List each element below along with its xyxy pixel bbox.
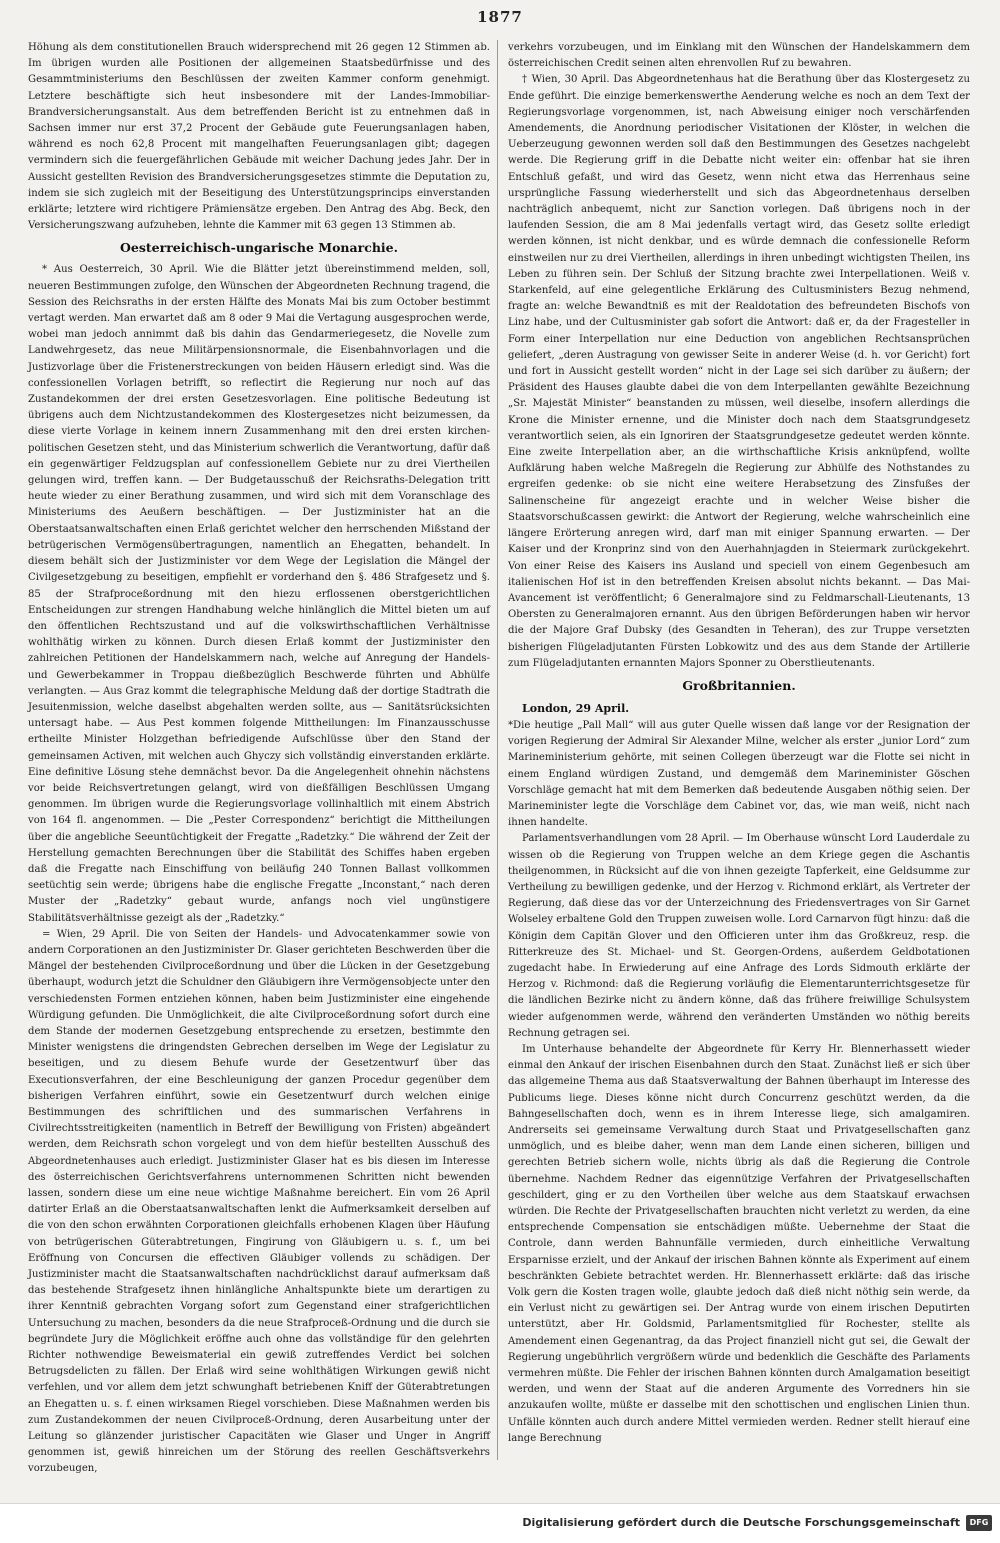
- article-paragraph: Parlamentsverhandlungen vom 28 April. — Im Oberhause wünscht Lord Lauderdale zu wissen ob die Regierung von Truppen welche an dem Kriege gegen die Aschantis theilgenommen, in Rücksicht auf die von ihnen gezeigte Tapferkeit, eine Geldsumme zur Vertheilung zu bewilligen gedenke, und der Herzog v. Richmond erklärt, als Vertreter der Regierung, daß diese das vor der Unterzeichnung des Friedensvertrages von Sir Garnet Wolseley erbaltene Gold den Truppen zuweisen wolle. Lord Carnarvon fügt hinzu: daß die Königin dem Capitän Glover und den Officieren unter ihm das Großkreuz, resp. die Ritterkreuze des St. Michael- und St. Georgen-Ordens, außerdem Geldbotationen zugedacht habe. In Erwiederung auf eine Anfrage des Lords Sidmouth erklärte der Herzog v. Richmond: daß die Regierung vorläufig die Elementarunterrichtsgesetze für die ländlichen Bezirke nicht zu ändern könne, daß das frühere freiwillige Schulsystem wieder aufgenommen werde, während den veränderten Umständen wo nöthig bereits Rechnung getragen sei.: [508, 833, 970, 1039]
- article-paragraph: *Die heutige „Pall Mall“ will aus guter Quelle wissen daß lange vor der Resignation der vorigen Regierung der Admiral Sir Alexander Milne, welcher als erster „junior Lord“ zum Marineministerium gehörte, mit seinen Collegen überzeugt war die Flotte sei nicht in einem England würdigen Zustand, und demgemäß dem Marineminister Göschen Vorschläge gemacht hat mit dem Bemerken daß bedeutende Ausgaben nöthig seien. Der Marineminister legte die Vorschläge dem Cabinet vor, das, wie man weiß, nicht nach ihnen handelte.: [508, 719, 970, 829]
- section-heading: Oesterreichisch-ungarische Monarchie.: [120, 240, 398, 256]
- article-paragraph: Höhung als dem constitutionellen Brauch widersprechend mit 26 gegen 12 Stimmen ab. Im übrigen wurden alle Positionen der allgemeinen Staatsbedürfnisse und des Gesammtministeriums den Beschlüssen der zweiten Kammer conform genehmigt. Letztere beschäftigte sich heut insbesondere mit der Landes-Immobiliar-Brandversicherungsanstalt. Aus dem betreffenden Bericht ist zu entnehmen daß in Sachsen immer nur erst 37,2 Procent der Gebäude gute Feuerungsanlagen haben, während es noch 62,8 Procent mit mangelhaften Feuerungsanlagen gibt; dagegen vermindern sich die feuergefährlichen Gebäude mit weicher Dachung jedes Jahr. Der in Aussicht gestellten Revision des Brandversicherungsgesetzes stimmte die Deputation zu, indem sie sich zugleich mit der Beseitigung des Unterstützungsprincips einverstanden erklärte; letztere wird richtigere Prämiensätze ergeben. Den Antrag des Abg. Beck, den Versicherungszwang aufzuheben, lehnte die Kammer mit 63 gegen 13 Stimmen ab.: [28, 42, 490, 232]
- section-heading: Großbritannien.: [682, 677, 796, 693]
- right-column: [508, 40, 970, 1465]
- digitization-footer: [0, 1503, 1000, 1543]
- page-number: 1877: [477, 8, 523, 26]
- dateline: London, 29 April.: [522, 701, 630, 715]
- article-paragraph: * Aus Oesterreich, 30 April. Wie die Blätter jetzt übereinstimmend melden, soll, neueren Bestimmungen zufolge, den Wünschen der Abgeordneten Rechnung tragend, die Session des Reichsraths in der ersten Hälfte des Monats Mai bis zum October bestimmt vertagt werden. Man erwartet daß am 8 oder 9 Mai die Vertagung ausgesprochen werde, wobei man jedoch annimmt daß bis dahin das Gendarmeriegesetz, die Novelle zum Landwehrgesetz, das neue Militärpensionsnormale, die Eisenbahnvorlagen und die Justizvorlage über die Fristenerstreckungen von beiden Häusern erledigt sind. Was die confessionellen Vorlagen betrifft, so reflectirt die Regierung nur noch auf das Zustandekommen der drei ersten Gesetzesvorlagen. Eine politische Bedeutung ist übrigens auch dem Nichtzustandekommen des Klostergesetzes nicht beizumessen, da diese vierte Vorlage in keinem innern Zusammenhang mit den drei ersten kirchen-politischen Gesetzen steht, und das Ministerium schwerlich die Verantwortung, dafür daß ein gegenwärtiger Feldzugsplan auf confessionellem Gebiete nur zu drei Viertheilen gelungen wird, treffen kann. — Der Budgetausschuß der Reichsraths-Delegation tritt heute wieder zu einer Berathung zusammen, und wird sich mit dem Voranschlage des Ministeriums des Aeußern beschäftigen. — Der Justizminister hat an die Oberstaatsanwaltschaften einen Erlaß gerichtet welcher den herrschenden Mißstand der betrügerischen Vermögensübertragungen, namentlich an Ehegatten, behandelt. In diesem behält sich der Justizminister vor dem Wege der Legislation die Mängel der Civilgesetzgebung zu beseitigen, empfiehlt er vorderhand den §. 486 Strafgesetz und §. 85 der Strafproceßordnung mit den hiezu erflossenen oberstgerichtlichen Entscheidungen zur strengen Handhabung welche hinlänglich die Mittel bieten um auf den öffentlichen Rechtszustand und auf die volkswirthschaftlichen Verhältnisse wohlthätig wirken zu können. Durch diesen Erlaß kommt der Justizminister den zahlreichen Petitionen der Handelskammern nach, welche auf Anregung der Handels- und Gewerbekammer in Troppau dießbezüglich Beschwerde führten und Abhülfe verlangten. — Aus Graz kommt die telegraphische Meldung daß der dortige Stadtrath die Jesuitenmission, welche daselbst abgehalten werden sollte, aus — Sanitätsrücksichten untersagt habe. — Aus Pest kommen folgende Mittheilungen: Im Finanzausschusse ertheilte Minister Holzgethan befriedigende Aufschlüsse über den Stand der gemeinsamen Activen, mit welchen auch Ghyczy sich vollständig einverstanden erklärte. Eine definitive Lösung stehe demnächst bevor. Da die Angelegenheit ohnehin nächstens vor beide Reichsvertretungen gelangt, wird von dießfälligen Beschlüssen Umgang genommen. Im übrigen wurde die Regierungsvorlage vollinhaltlich mit einem Abstrich von 164 fl. angenommen. — Die „Pester Correspondenz“ berichtigt die Mittheilungen über die angebliche Seeuntüchtigkeit der Fregatte „Radetzky.“ Die während der Zeit der Herstellung gemachten Berechnungen über die Stabilität des Schiffes haben ergeben daß die Fregatte nach Einschiffung von beiläufig 240 Tonnen Ballast vollkommen seetüchtig sein werde; übrigens habe die englische Fregatte „Inconstant,“ nach deren Muster der „Radetzky“ gebaut wurde, anfangs noch viel ungünstigere Stabilitätsverhältnisse gezeigt als der „Radetzky.“: [28, 264, 490, 924]
- dfg-logo-icon: DFG: [966, 1515, 992, 1531]
- article-paragraph: † Wien, 30 April. Das Abgeordnetenhaus hat die Berathung über das Klostergesetz zu Ende geführt. Die einzige bemerkenswerthe Aenderung welche es noch an dem Text der Regierungsvorlage vorgenommen, ist, nach Abweisung einiger noch verschärfenden Amendements, die Anordnung periodischer Visitationen der Klöster, in welchen die Ueberzeugung gewonnen werden soll daß den Bestimmungen des Gesetzes nachgelebt werde. Die Regierung griff in die Debatte nicht weiter ein: offenbar hat sie ihren Entschluß gefaßt, und wird das Gesetz, wenn nicht etwa das Herrenhaus seine ursprüngliche Fassung wiederherstellt und sich das Abgeordnetenhaus derselben nachträglich anbequemt, nicht zur Sanction vorlegen. Daß übrigens noch in der laufenden Session, die am 8 Mai jedenfalls vertagt wird, das Gesetz sollte erledigt werden können, ist nicht denkbar, und es würde demnach die confessionelle Reform einstweilen nur zu drei Viertheilen, allerdings in ihren unbedingt wichtigsten Theilen, ins Leben zu führen sein. Der Schluß der Sitzung brachte zwei Interpellationen. Weiß v. Starkenfeld, auf eine gelegentliche Erklärung des Cultusministers Bezug nehmend, fragte an: welche Bewandtniß es mit der Realdotation des befreundeten Bischofs von Linz habe, und der Cultusminister gab sofort die Antwort: daß er, da der Fragesteller in Form einer Interpellation nur eine Deduction von angeblichen Rechtsansprüchen geliefert, „deren Austragung von gewisser Seite in anderer Weise (d. h. vor Gericht) fort und fort in Aussicht gestellt worden“ nicht in der Lage sei sich darüber zu äußern; der Präsident des Hauses glaubte dabei die von dem Interpellanten gewählte Bezeichnung „Sr. Majestät Minister“ beanstanden zu müssen, weil dieselbe, insofern allerdings die Krone die Minister ernenne, und die Minister doch nach dem Staatsgrundgesetz verantwortlich seien, als ein Ignoriren der Staatsgrundgesetze gedeutet werden könnte. Eine zweite Interpellation aber, an die wirthschaftliche Krisis anknüpfend, wollte Aufklärung haben welche Maßregeln die Regierung zur Abhülfe des Nothstandes zu ergreifen gedenke: ob sie nicht eine weitere Herabsetzung des Zinsfußes der Salinenscheine für angezeigt erachte und in welcher Weise bisher die Staatsvorschußcassen gewirkt: die Antwort der Regierung, welche wahrscheinlich eine längere Erörterung anregen wird, darf man mit einiger Spannung erwarten. — Der Kaiser und der Kronprinz sind von den Auerhahnjagden in Steiermark zurückgekehrt. Von einer Reise des Kaisers ins Ausland und speciell von einem Gegenbesuch am italienischen Hof ist in den betreffenden Kreisen absolut nichts bekannt. — Das Mai-Avancement ist veröffentlicht; 6 Generalmajore sind zu Feldmarschall-Lieutenants, 13 Obersten zu Generalmajoren ernannt. Aus den übrigen Beförderungen haben wir hervor die der Majore Graf Dubsky (des Gesandten in Teheran), des zur Truppe versetzten bisherigen Flügeladjutanten Fürsten Lobkowitz und des aus dem Stande der Artillerie zum Flügeladjutanten ernannten Majors Sponner zu Oberstlieutenants.: [508, 74, 970, 669]
- article-paragraph: Im Unterhause behandelte der Abgeordnete für Kerry Hr. Blennerhassett wieder einmal den Ankauf der irischen Eisenbahnen durch den Staat. Zunächst ließ er sich über das allgemeine Thema aus daß Staatsverwaltung der Bahnen überhaupt im Interesse des Publicums liege. Dieses könne nicht durch Concurrenz geschützt werden, da die Bahngesellschaften doch, wenn es in ihrem Interesse liege, sich amalgamiren. Andrerseits sei gemeinsame Verwaltung durch Staat und Privatgesellschaften ganz unmöglich, und es bleibe daher, wenn man dem Lande einen sicheren, billigen und gerechten Betrieb sichern wolle, nichts übrig als daß die Regierung die Controle übernehme. Nachdem Redner das eigennützige Verfahren der Privatgesellschaften geschildert, ging er zu den Vortheilen über welche aus dem Staatskauf erwachsen würden. Die Rechte der Privatgesellschaften brauchten nicht verletzt zu werden, da eine entsprechende Compensation sie entschädigen müßte. Uebernehme der Staat die Controle, dann werden Bahnunfälle vermieden, durch einheitliche Verwaltung Ersparnisse erzielt, und der Ankauf der irischen Bahnen könnte als Experiment auf einem beschränkten Gebiete betrachtet werden. Hr. Blennerhassett erklärte: daß das irische Volk gern die Kosten tragen wolle, glaubte jedoch daß dieß nicht nöthig sein werde, da ein Verlust nicht zu gewärtigen sei. Der Antrag wurde von einem irischen Deputirten unterstützt, aber Hr. Goldsmid, Parlamentsmitglied für Rochester, stellte als Amendement einen Gegenantrag, da das Project finanziell nicht gut sei, die Gewalt der Regierung ungebührlich vergrößern würde und bedenklich die Geschäfte des Parlaments vermehren müßte. Die Fehler der irischen Bahnen könnten durch Amalgamation beseitigt werden, und wenn der Staat auf die anderen Argumente des Vorredners hin sie anzukaufen wollte, müßte er dasselbe mit den schottischen und englischen Linien thun. Unfälle könnten auch durch andere Mittel vermieden werden. Redner stellt hierauf eine lange Berechnung: [508, 1043, 971, 1444]
- funding-credit: Digitalisierung gefördert durch die Deutsche Forschungsgemeinschaft: [522, 1516, 960, 1529]
- left-column: [28, 40, 490, 1475]
- article-paragraph: = Wien, 29 April. Die von Seiten der Handels- und Advocatenkammer sowie von andern Corporationen an den Justizminister Dr. Glaser gerichteten Beschwerden über die Mängel der bestehenden Civilproceßordnung und über die Lücken in der Gesetzgebung überhaupt, wodurch jetzt die Schuldner den Gläubigern ihre Vermögensobjecte unter den verschiedensten Formen entziehen können, haben beim Justizminister eine eingehende Würdigung gefunden. Die Unmöglichkeit, die alte Civilproceßordnung sofort durch eine dem Stande der modernen Gesetzgebung entsprechende zu ersetzen, bestimmte den Minister wenigstens die dringendsten Gebrechen derselben im Wege der Legislatur zu beseitigen, und zu diesem Behufe wurde der Gesetzentwurf über das Executionsverfahren, der eine Beschleunigung der ganzen Procedur gegenüber dem bisherigen Verfahren einführt, sowie ein Gesetzentwurf durch welchen einige Bestimmungen des schriftlichen und des summarischen Verfahrens in Civilrechtsstreitigkeiten (namentlich in Betreff der Bewilligung von Fristen) abgeändert werden, dem Reichsrath schon vorgelegt und von dem hiefür bestellten Ausschuß des Abgeordnetenhauses auch erledigt. Justizminister Glaser hat es bis diesen im Interesse des österreichischen Gerichtsverfahrens unternommenen Schritten nicht bewenden lassen, sondern diese um eine neue wichtige Maßnahme bereichert. Ein vom 26 April datirter Erlaß an die Oberstaatsanwaltschaften lenkt die Aufmerksamkeit derselben auf die von den schon erwähnten Corporationen gleichfalls erhobenen Klagen über Häufung von betrügerischen Güterabtretungen, Fingirung von Gläubigern u. s. f., um bei Eröffnung von Concursen die effectiven Gläubiger vollends zu schädigen. Der Justizminister macht die Staatsanwaltschaften nachdrücklichst darauf aufmerksam daß das bestehende Strafgesetz ihnen hinlängliche Anhaltspunkte biete um derartigen zu ihrer Kenntniß gebrachten Vorgang sofort zum Gegenstand einer strafgerichtlichen Untersuchung zu machen, besonders da die neue Strafproceß-Ordnung und die durch sie begründete Jury die Möglichkeit eröffne auch ohne das vollständige für den gelehrten Richter nothwendige Beweismaterial ein gewiß zutreffendes Verdict bei solchen Betrugsdelicten zu fällen. Der Erlaß wird seine wohlthätigen Wirkungen gewiß nicht verfehlen, und vor allem dem jetzt schwunghaft betriebenen Kniff der Güterabtretungen an Ehegatten u. s. f. einen wirksamen Riegel vorschieben. Diese Maßnahmen werden bis zum Zustandekommen der neuen Civilproceß-Ordnung, deren Ausarbeitung unter der Leitung so glänzender juristischer Capacitäten wie Glaser und Unger in Angriff genommen ist, gewiß hinreichen um der Störung des reellen Geschäftsverkehrs vorzubeugen,: [28, 928, 490, 1475]
- article-paragraph: verkehrs vorzubeugen, und im Einklang mit den Wünschen der Handelskammern dem österreichischen Credit seinen alten ehrenvollen Ruf zu bewahren.: [508, 42, 970, 70]
- column-divider: [497, 40, 498, 1460]
